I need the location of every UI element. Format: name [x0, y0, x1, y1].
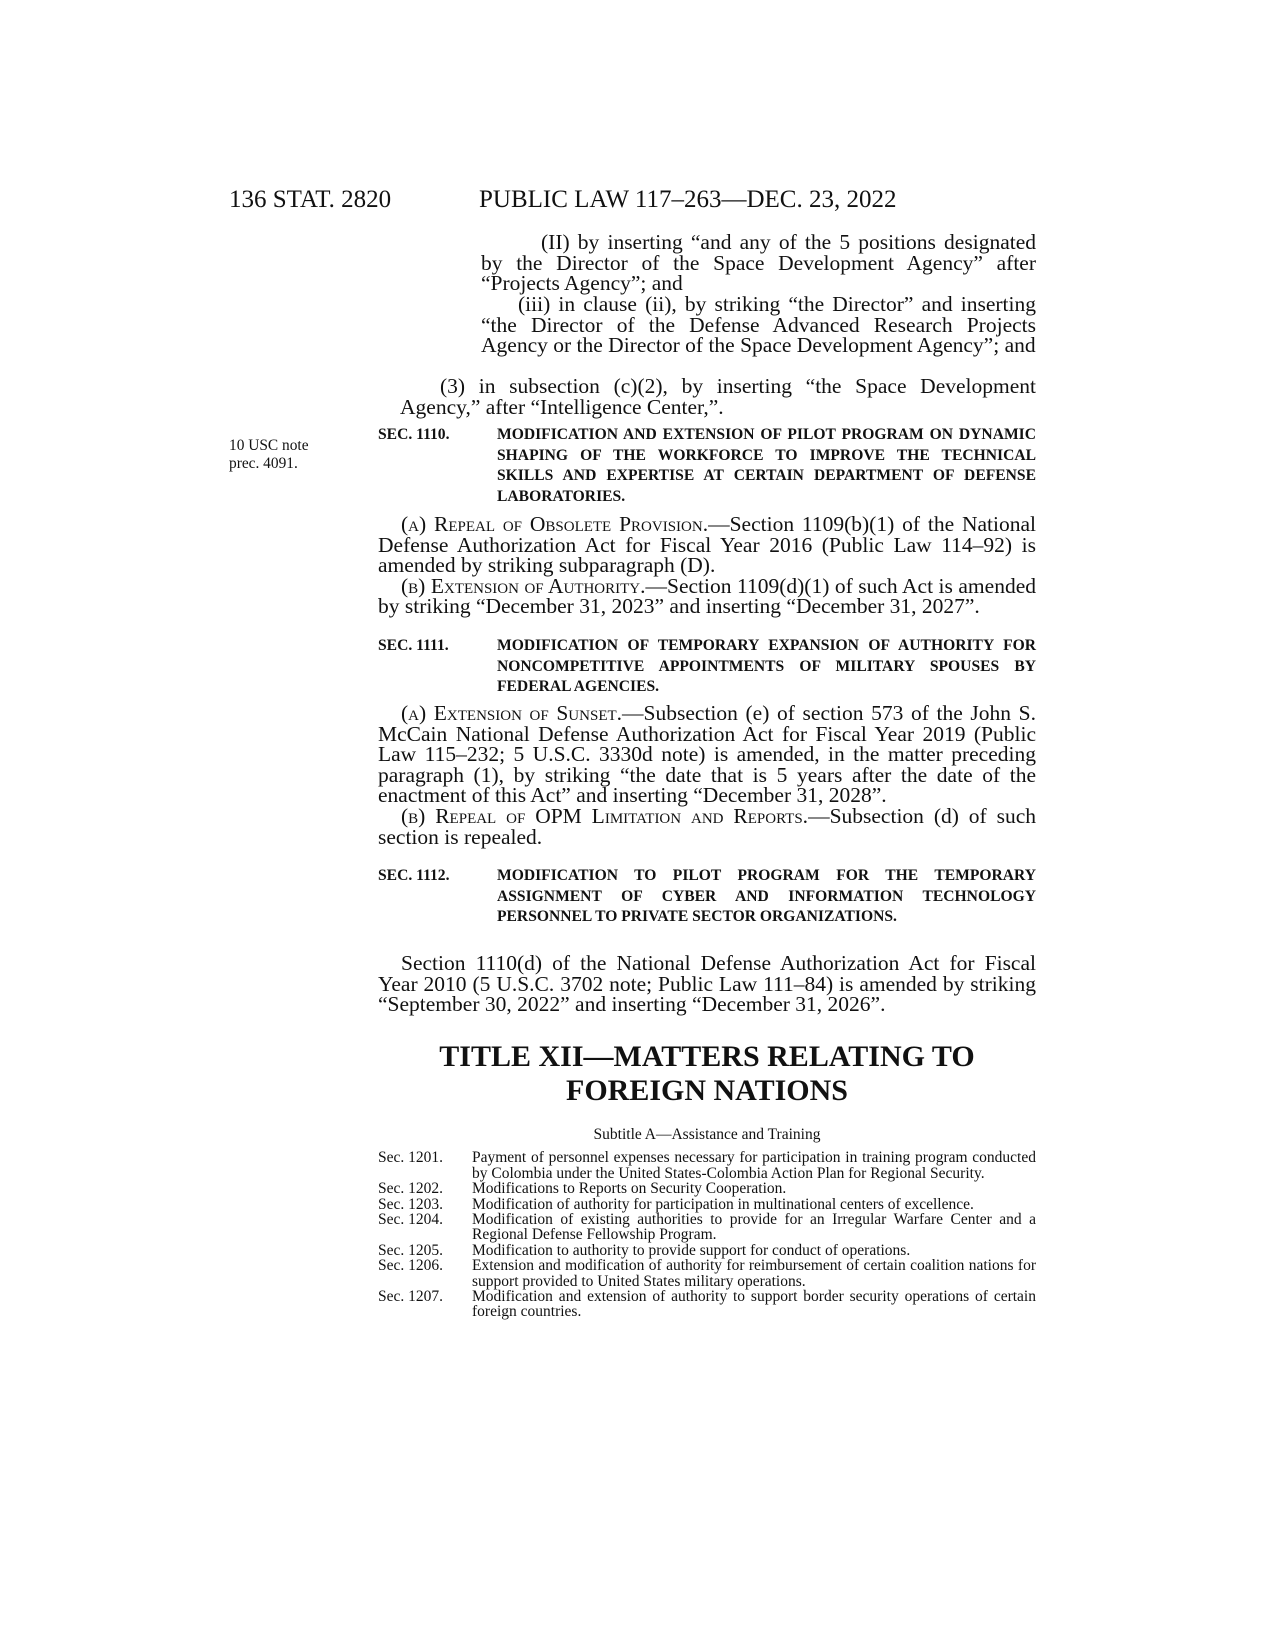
toc-subtitle: Subtitle A—Assistance and Training — [593, 1126, 821, 1143]
subsection-heading: (a) Repeal of Obsolete Provision. — [401, 512, 709, 536]
toc-entry — [378, 1243, 1036, 1258]
section-text: Section 1110(d) of the National Defense Authorization Act for Fiscal Year 2010 (5 U.S.C. 3702 note; Public Law 111–84) is amended by striking “September 30, 2022” and inserting “December 31, 2026”. — [378, 951, 1036, 1017]
toc-section-number: Sec. 1204. — [378, 1211, 444, 1229]
section-title: MODIFICATION TO PILOT PROGRAM FOR THE TEMPORARY ASSIGNMENT OF CYBER AND INFORMATION TECHNOLOGY PERSONNEL TO PRIVATE SECTOR ORGANIZATIONS. — [497, 867, 1036, 926]
subsection-b — [378, 803, 1036, 849]
toc-section-title: Modifications to Reports on Security Cooperation. — [472, 1180, 787, 1198]
toc-section-title: Modification of authority for participation in multinational centers of excellence. — [472, 1195, 974, 1213]
toc-section-number: Sec. 1205. — [378, 1241, 444, 1259]
toc-section-number: Sec. 1201. — [378, 1149, 444, 1167]
subsection-text: —Subsection (d) of such section is repealed. — [378, 803, 1036, 849]
toc-entry — [378, 1289, 1036, 1320]
title-line-2: FOREIGN NATIONS — [566, 1074, 848, 1107]
toc-section-title: Modification and extension of authority to support border security operations of certain foreign countries. — [472, 1288, 1036, 1321]
section-title: MODIFICATION OF TEMPORARY EXPANSION OF AUTHORITY FOR NONCOMPETITIVE APPOINTMENTS OF MILITARY SPOUSES BY FEDERAL AGENCIES. — [497, 637, 1036, 696]
section-number: SEC. 1112. — [378, 867, 450, 884]
toc-section-number: Sec. 1207. — [378, 1288, 444, 1306]
carryover-paragraph-3: (3) in subsection (c)(2), by inserting “the Space Development Agency,” after “Intelligence Center,”. — [400, 374, 1036, 419]
section-number: SEC. 1110. — [378, 426, 450, 443]
section-1111-body — [378, 703, 1036, 847]
margin-note-line-2: prec. 4091. — [229, 455, 298, 472]
margin-note — [229, 437, 309, 473]
subsection-text: —Section 1109(d)(1) of such Act is amended by striking “December 31, 2023” and inserting “December 31, 2027”. — [378, 573, 1036, 619]
subsection-heading: (b) Extension of Authority. — [401, 573, 646, 598]
running-header-law: PUBLIC LAW 117–263—DEC. 23, 2022 — [479, 186, 897, 213]
section-title: MODIFICATION AND EXTENSION OF PILOT PROGRAM ON DYNAMIC SHAPING OF THE WORKFORCE TO IMPROVE THE TECHNICAL SKILLS AND EXPERTISE AT CERTAIN DEPARTMENT OF DEFENSE LABORATORIES. — [497, 426, 1036, 506]
title-line-1: TITLE XII—MATTERS RELATING TO — [439, 1040, 975, 1073]
toc-section-title: Modification of existing authorities to provide for an Irregular Warfare Center and a Regional Defense Fellowship Program. — [472, 1211, 1036, 1244]
subsection-a — [378, 703, 1036, 806]
subsection-heading: (b) Repeal of OPM Limitation and Reports. — [401, 803, 809, 828]
margin-note-line-1: 10 USC note — [229, 437, 309, 454]
subsection-b — [378, 573, 1036, 619]
carryover-subclause-II: (II) by inserting “and any of the 5 positions designated by the Director of the Space Development Agency” after “Projects Agency”; and — [481, 230, 1036, 296]
subsection-text: —Section 1109(b)(1) of the National Defense Authorization Act for Fiscal Year 2016 (Public Law 114–92) is amended by striking subparagraph (D). — [378, 512, 1036, 578]
toc-entry — [378, 1150, 1036, 1181]
section-number: SEC. 1111. — [378, 637, 449, 654]
toc-section-number: Sec. 1206. — [378, 1257, 444, 1275]
section-heading-1112 — [378, 866, 1036, 928]
toc-section-number: Sec. 1203. — [378, 1195, 444, 1213]
toc-entry — [378, 1197, 1036, 1212]
section-1110-body — [378, 514, 1036, 617]
title-heading — [378, 1040, 1036, 1108]
section-1112-body — [378, 953, 1036, 1015]
carryover-clause-iii: (iii) in clause (ii), by striking “the Director” and inserting “the Director of the Defense Advanced Research Projects Agency or the Director of the Space Development Agency”; and — [481, 292, 1036, 358]
toc-section-number: Sec. 1202. — [378, 1180, 444, 1198]
subsection-a — [378, 514, 1036, 576]
toc-section-title: Extension and modification of authority for reimbursement of certain coalition nations for support provided to United States military operations. — [472, 1257, 1036, 1290]
toc-section-title: Payment of personnel expenses necessary for participation in training program conducted by Colombia under the United States-Colombia Action Plan for Regional Security. — [472, 1149, 1036, 1182]
subsection-text: —Subsection (e) of section 573 of the John S. McCain National Defense Authorization Act for Fiscal Year 2019 (Public Law 115–232; 5 U.S.C. 3330d note) is amended, in the matter preceding paragraph (1), by striking “the date that is 5 years after the date of the enactment of this Act” and inserting “December 31, 2028”. — [378, 701, 1037, 808]
statute-page-number: 136 STAT. 2820 — [229, 186, 392, 213]
toc-entry — [378, 1258, 1036, 1289]
table-of-contents — [378, 1127, 1036, 1320]
toc-entry — [378, 1181, 1036, 1196]
toc-entry — [378, 1212, 1036, 1243]
subsection-heading: (a) Extension of Sunset. — [401, 701, 623, 725]
section-heading-1110 — [378, 425, 1036, 508]
section-heading-1111 — [378, 636, 1036, 698]
toc-section-title: Modification to authority to provide support for conduct of operations. — [472, 1241, 911, 1259]
